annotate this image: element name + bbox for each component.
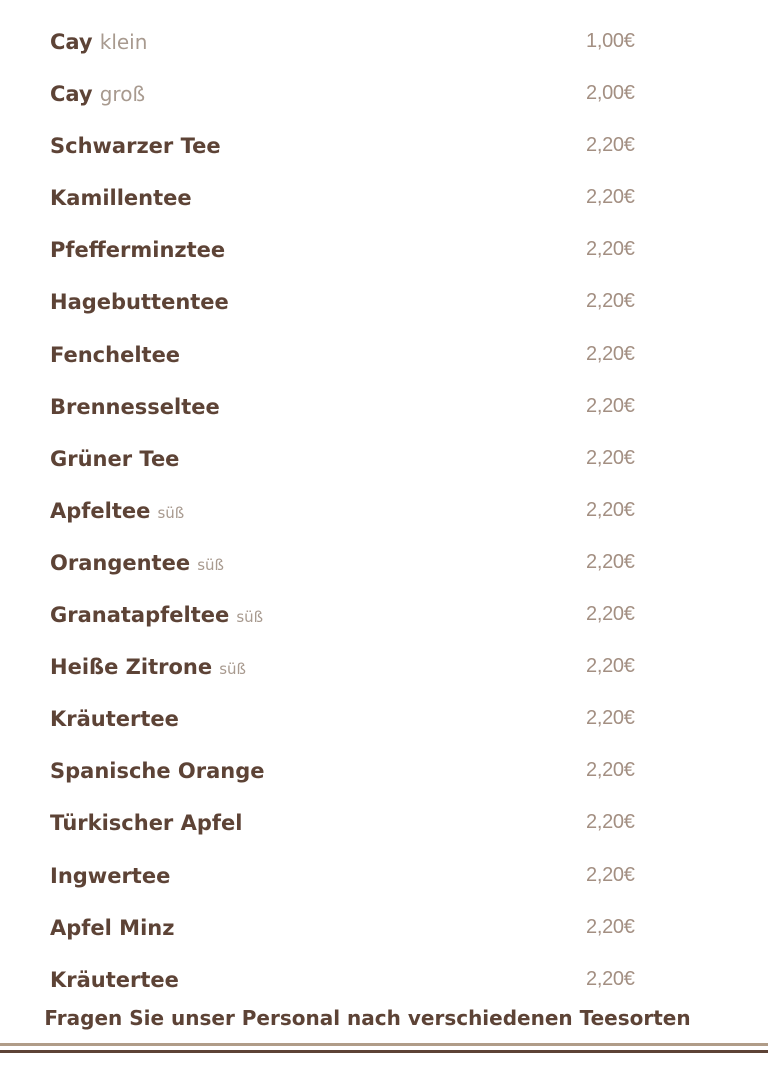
menu-item — [0, 331, 768, 383]
menu-item-title — [50, 968, 179, 992]
menu-item-price: 2,20€ — [586, 811, 635, 834]
menu-item — [0, 18, 768, 70]
menu-item-name: Grüner Tee — [50, 446, 180, 471]
menu-item-title — [50, 916, 174, 940]
menu-item-title — [50, 759, 265, 783]
menu-item-name: Heiße Zitrone — [50, 655, 213, 680]
menu-item-name: Spanische Orange — [50, 759, 265, 784]
menu-item-price: 2,20€ — [586, 655, 635, 678]
menu-item-title — [50, 551, 224, 575]
menu-item — [0, 174, 768, 226]
menu-item-title — [50, 447, 179, 471]
menu-item-name: Brennesseltee — [50, 394, 220, 419]
menu-item-price: 1,00€ — [586, 30, 635, 52]
menu-item-name: Orangentee — [50, 550, 191, 575]
menu-item-price: 2,20€ — [586, 550, 635, 573]
menu-item — [0, 591, 768, 643]
menu-item-title — [50, 499, 184, 523]
menu-item-title — [50, 707, 179, 731]
menu-item-name: Türkischer Apfel — [50, 811, 243, 836]
menu-item-title — [50, 811, 242, 835]
menu-item-price: 2,20€ — [586, 446, 635, 469]
menu-item — [0, 643, 768, 695]
menu-item-note: süß — [219, 660, 246, 679]
menu-item-title — [50, 134, 221, 158]
menu-item — [0, 70, 768, 122]
menu-item-price: 2,20€ — [586, 915, 635, 938]
menu-item — [0, 747, 768, 799]
menu-item-price: 2,00€ — [586, 82, 635, 105]
menu-item-title — [50, 290, 229, 314]
menu-item-note: süß — [197, 555, 224, 574]
menu-item — [0, 695, 768, 747]
menu-item — [0, 956, 768, 1008]
menu-item-title — [50, 82, 145, 106]
menu-item — [0, 799, 768, 851]
footer-note: Fragen Sie unser Personal nach verschiedenen Teesorten — [44, 1006, 691, 1030]
menu-item — [0, 487, 768, 539]
menu-item-note: süß — [236, 608, 264, 627]
menu-item-title — [50, 864, 170, 888]
menu-item-price: 2,20€ — [586, 759, 635, 782]
footer-divider-dark — [0, 1050, 768, 1053]
menu-item-name: Cay — [50, 30, 93, 54]
menu-item-name: Cay — [50, 82, 93, 107]
menu-item — [0, 539, 768, 591]
menu-item — [0, 904, 768, 956]
menu-item-name: Kamillentee — [50, 186, 192, 211]
menu-item-name: Schwarzer Tee — [50, 134, 221, 159]
menu-item-price: 2,20€ — [586, 238, 635, 261]
menu-item-note: klein — [99, 30, 148, 54]
menu-item-note: groß — [99, 82, 146, 107]
menu-item-name: Apfeltee — [50, 498, 151, 523]
menu-item-price: 2,20€ — [586, 967, 635, 990]
menu-item-price: 2,20€ — [586, 342, 635, 365]
menu-item — [0, 852, 768, 904]
menu-item-title — [50, 395, 220, 419]
menu-item-price: 2,20€ — [586, 394, 635, 417]
menu-item — [0, 278, 768, 330]
tea-menu-list — [0, 18, 768, 1008]
menu-item-title — [50, 30, 147, 54]
menu-item-price: 2,20€ — [586, 186, 635, 209]
menu-item-price: 2,20€ — [586, 707, 635, 730]
menu-item-title — [50, 603, 263, 627]
menu-item-name: Fencheltee — [50, 342, 181, 367]
menu-item-note: süß — [157, 503, 185, 522]
menu-item-price: 2,20€ — [586, 498, 635, 521]
menu-item-title — [50, 343, 180, 367]
menu-item-name: Kräutertee — [50, 967, 179, 992]
menu-item — [0, 122, 768, 174]
menu-item-name: Hagebuttentee — [50, 290, 229, 315]
menu-item-name: Granatapfeltee — [50, 603, 230, 628]
menu-item-title — [50, 238, 225, 262]
footer-divider-light — [0, 1043, 768, 1046]
menu-item — [0, 435, 768, 487]
menu-item-name: Pfefferminztee — [50, 238, 226, 263]
menu-item — [0, 383, 768, 435]
menu-item-price: 2,20€ — [586, 603, 635, 626]
menu-item-name: Ingwertee — [50, 863, 171, 888]
menu-item-title — [50, 655, 246, 679]
menu-item-price: 2,20€ — [586, 134, 635, 157]
menu-item-name: Kräutertee — [50, 707, 179, 732]
menu-item-price: 2,20€ — [586, 863, 635, 886]
menu-item — [0, 226, 768, 278]
menu-item-name: Apfel Minz — [50, 915, 175, 940]
menu-item-price: 2,20€ — [586, 290, 635, 313]
menu-item-title — [50, 186, 192, 210]
